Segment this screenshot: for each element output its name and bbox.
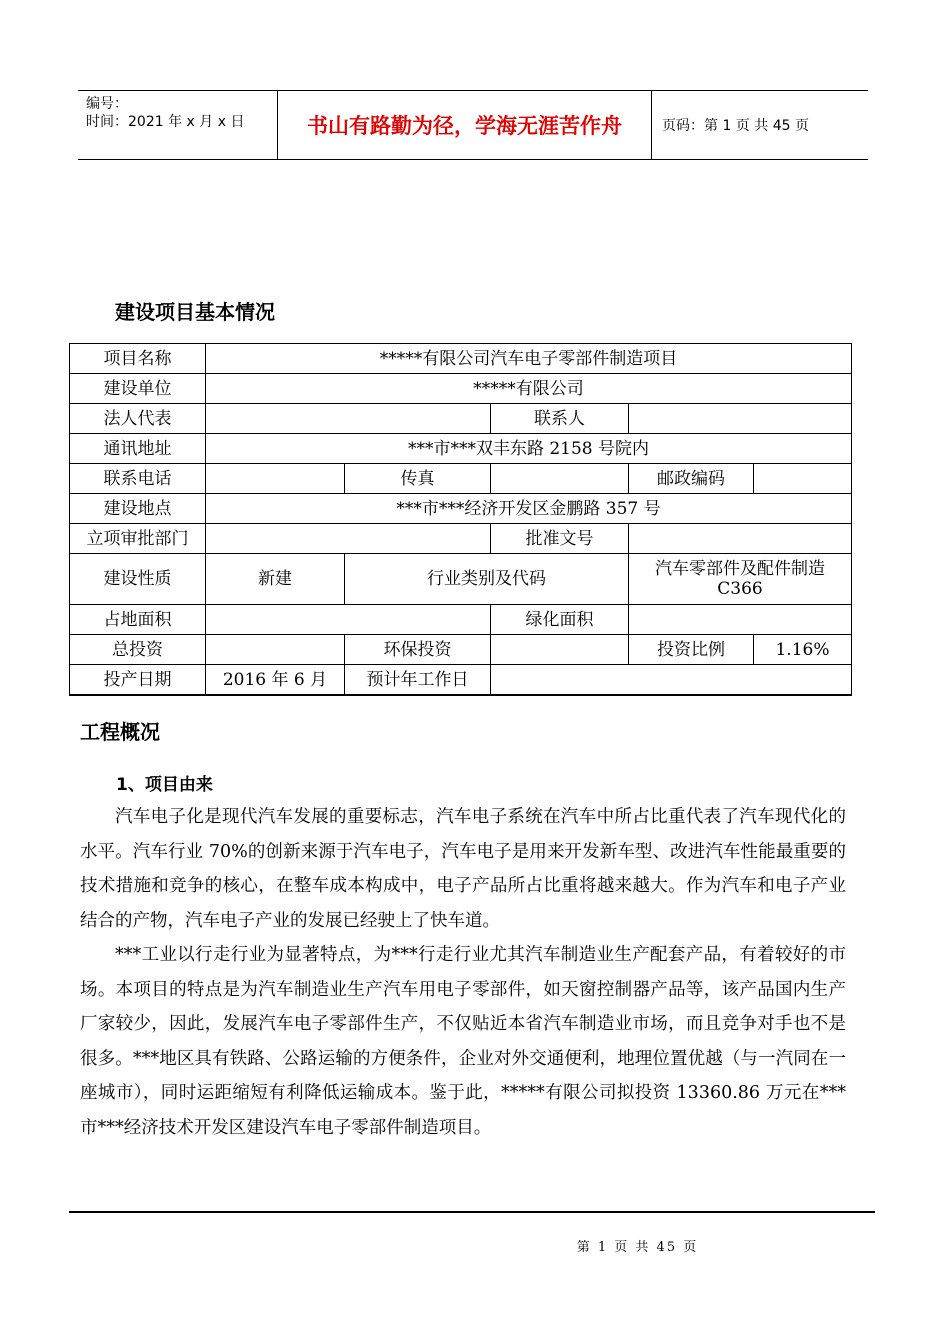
header-meta [78, 91, 278, 159]
value-cell [629, 554, 852, 605]
paragraph: ***工业以行走行业为显著特点，为***行走行业尤其汽车制造业生产配套产品，有着较好的市场。本项目的特点是为汽车制造业生产汽车用电子零部件，如天窗控制器产品等，该产品国内生产厂家较少，因此，发展汽车电子零部件生产，不仅贴近本省汽车制造业市场，而且竞争对手也不是很多。***地区具有铁路、公路运输的方便条件，企业对外交通便利，地理位置优越（与一汽同在一座城市），同时运距缩短有利降低运输成本。鉴于此，*****有限公司拟投资 13360.86 万元在***市***经济技术开发区建设汽车电子零部件制造项目。 [80, 945, 846, 1138]
table-row [70, 605, 852, 635]
label-cell: 邮政编码 [629, 464, 754, 494]
value-cell: 1.16% [754, 635, 852, 665]
label-cell: 批准文号 [491, 524, 629, 554]
value-cell [491, 635, 629, 665]
label-cell: 总投资 [70, 635, 206, 665]
label-cell: 建设性质 [70, 554, 206, 605]
date-label: 时间：2021 年 x 月 x 日 [86, 114, 245, 130]
label-cell: 建设单位 [70, 374, 206, 404]
value-cell: 2016 年 6 月 [206, 665, 345, 696]
value-cell: *****有限公司 [206, 374, 852, 404]
label-cell: 预计年工作日 [345, 665, 491, 696]
value-cell [491, 464, 629, 494]
value-cell [629, 404, 852, 434]
number-label: 编号： [86, 96, 128, 112]
subsection-title: 1、项目由来 [116, 775, 213, 795]
label-cell: 投资比例 [629, 635, 754, 665]
label-cell: 行业类别及代码 [345, 554, 629, 605]
table-row [70, 374, 852, 404]
page-header [78, 90, 868, 160]
value-cell [206, 635, 345, 665]
value-cell [629, 605, 852, 635]
table-row [70, 434, 852, 464]
label-cell: 法人代表 [70, 404, 206, 434]
footer-divider [69, 1211, 875, 1213]
value-cell: *****有限公司汽车电子零部件制造项目 [206, 344, 852, 374]
value-cell [206, 464, 345, 494]
label-cell: 联系人 [491, 404, 629, 434]
value-cell [206, 605, 491, 635]
label-cell: 建设地点 [70, 494, 206, 524]
table-row [70, 344, 852, 374]
industry-name: 汽车零部件及配件制造 [655, 559, 825, 579]
label-cell: 绿化面积 [491, 605, 629, 635]
table-row [70, 635, 852, 665]
value-cell [754, 464, 852, 494]
table-row [70, 554, 852, 605]
label-cell: 项目名称 [70, 344, 206, 374]
label-cell: 通讯地址 [70, 434, 206, 464]
label-cell: 立项审批部门 [70, 524, 206, 554]
overview-title: 工程概况 [80, 720, 160, 744]
table-row [70, 494, 852, 524]
table-row [70, 464, 852, 494]
value-cell [206, 404, 491, 434]
paragraph: 汽车电子化是现代汽车发展的重要标志，汽车电子系统在汽车中所占比重代表了汽车现代化的水平。汽车行业 70%的创新来源于汽车电子，汽车电子是用来开发新车型、改进汽车性能最重要的技术措施和竞争的核心，在整车成本构成中，电子产品所占比重将越来越大。作为汽车和电子产业结合的产物，汽车电子产业的发展已经驶上了快车道。 [80, 807, 846, 931]
value-cell: ***市***经济开发区金鹏路 357 号 [206, 494, 852, 524]
value-cell: 新建 [206, 554, 345, 605]
value-cell: ***市***双丰东路 2158 号院内 [206, 434, 852, 464]
value-cell [206, 524, 491, 554]
label-cell: 投产日期 [70, 665, 206, 696]
header-page-info: 页码：第 1 页 共 45 页 [662, 118, 809, 134]
header-motto: 书山有路勤为径，学海无涯苦作舟 [278, 91, 652, 159]
project-info-table [69, 343, 852, 696]
value-cell [491, 665, 852, 696]
label-cell: 联系电话 [70, 464, 206, 494]
industry-code: C366 [717, 579, 763, 599]
label-cell: 占地面积 [70, 605, 206, 635]
page-footer: 第 1 页 共 45 页 [576, 1240, 699, 1255]
table-row [70, 404, 852, 434]
value-cell [629, 524, 852, 554]
table-row [70, 665, 852, 696]
label-cell: 环保投资 [345, 635, 491, 665]
section-title: 建设项目基本情况 [115, 300, 275, 324]
body-text [80, 800, 846, 1145]
label-cell: 传真 [345, 464, 491, 494]
table-row [70, 524, 852, 554]
